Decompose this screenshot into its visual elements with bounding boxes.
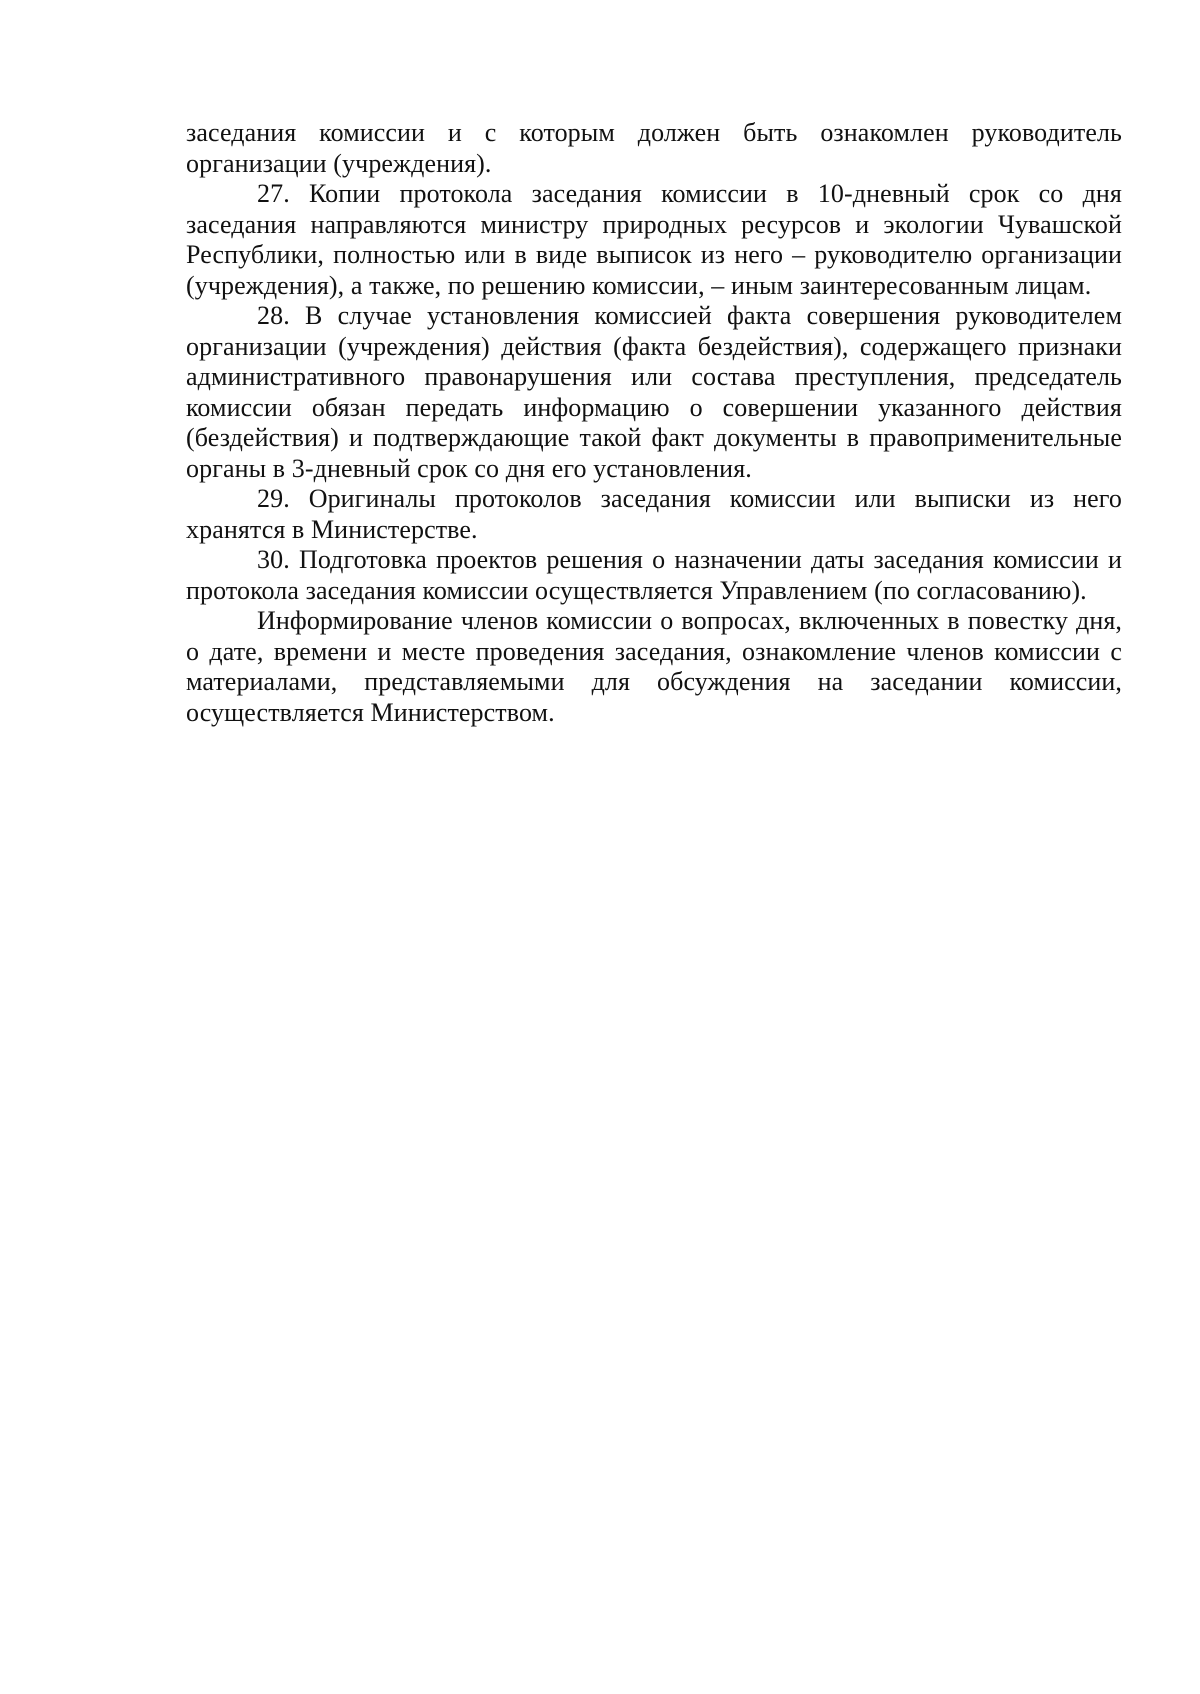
paragraph-continuation: заседания комиссии и с которым должен быть ознакомлен руководитель организации (учреждения). (186, 118, 1122, 178)
paragraph-29: 29. Оригиналы протоколов заседания комиссии или выписки из него хранятся в Министерстве. (186, 484, 1122, 544)
paragraph-informing: Информирование членов комиссии о вопросах, включенных в повестку дня, о дате, времени и месте проведения заседания, ознакомление членов комиссии с материалами, представляемыми для обсуждения на заседании комиссии, осуществляется Министерством. (186, 606, 1122, 727)
paragraph-27: 27. Копии протокола заседания комиссии в 10-дневный срок со дня заседания направляются министру природных ресурсов и экологии Чувашской Республики, полностью или в виде выписок из него – руководителю организации (учреждения), а также, по решению комиссии, – иным заинтересованным лицам. (186, 179, 1122, 300)
document-body (186, 118, 1122, 728)
paragraph-28: 28. В случае установления комиссией факта совершения руководителем организации (учреждения) действия (факта бездействия), содержащего признаки административного правонарушения или состава преступления, председатель комиссии обязан передать информацию о совершении указанного действия (бездействия) и подтверждающие такой факт документы в правоприменительные органы в 3-дневный срок со дня его установления. (186, 301, 1122, 483)
paragraph-30: 30. Подготовка проектов решения о назначении даты заседания комиссии и протокола заседания комиссии осуществляется Управлением (по согласованию). (186, 545, 1122, 605)
